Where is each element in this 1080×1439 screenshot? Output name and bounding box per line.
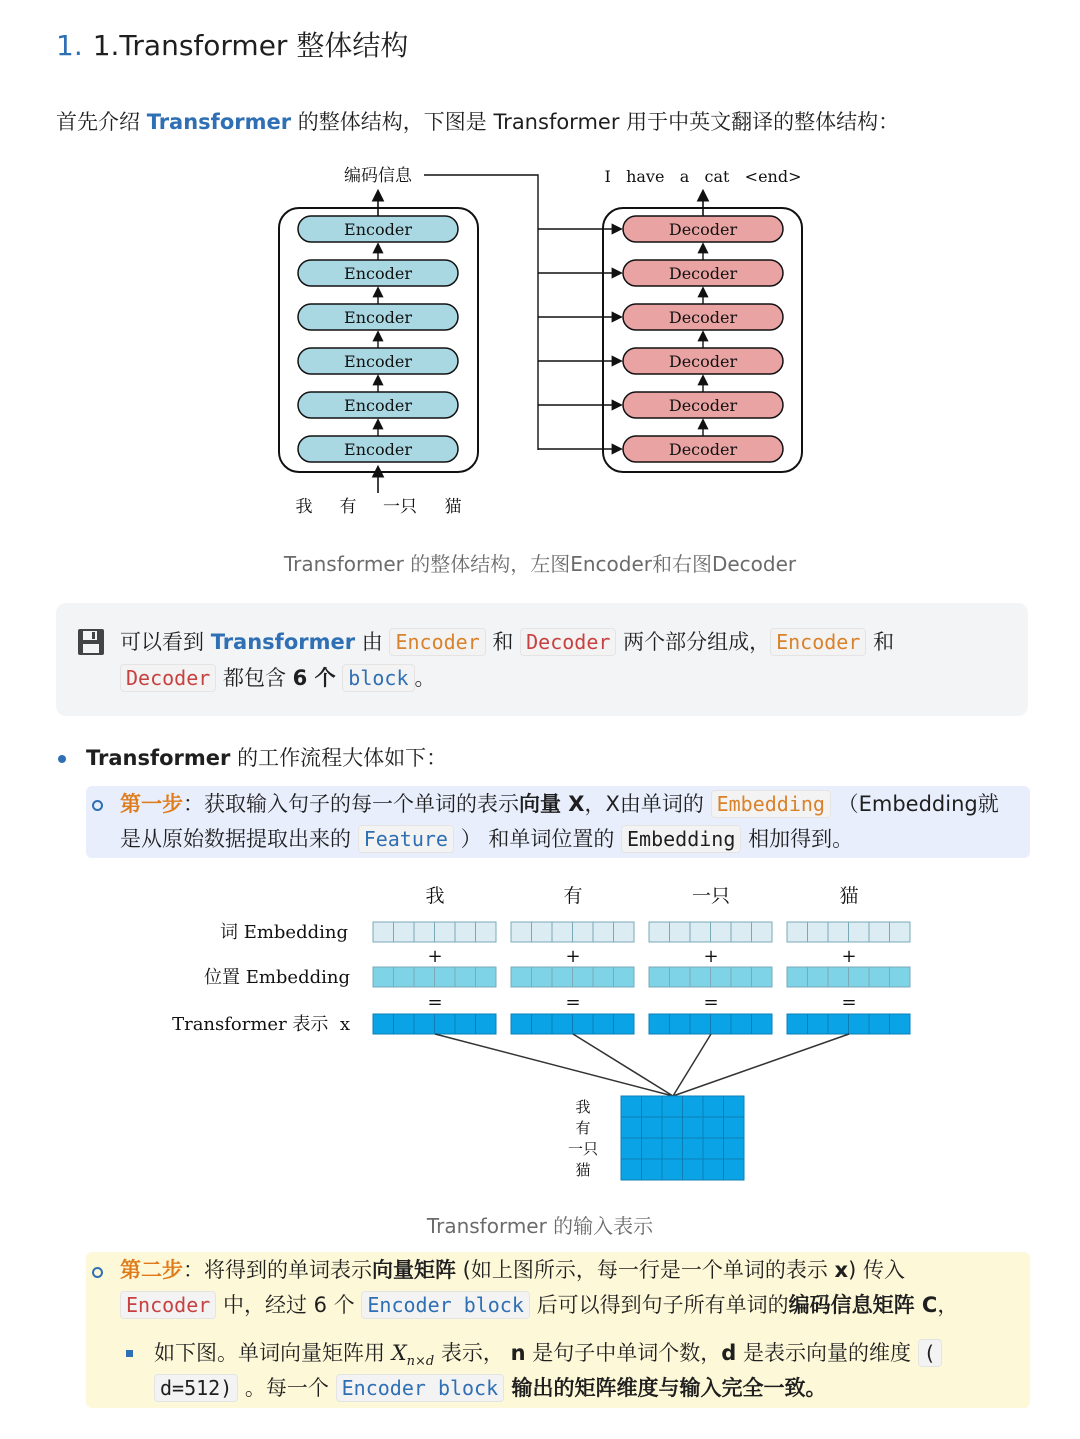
vector-cell xyxy=(869,967,890,987)
step2-text: ， xyxy=(937,1293,959,1317)
vector-cell xyxy=(435,1014,456,1034)
code-block: block xyxy=(342,664,414,692)
step2-sub-text: 是句子中单词个数， xyxy=(525,1341,722,1365)
code-feature: Feature xyxy=(358,825,454,853)
code-encoder: Encoder xyxy=(389,628,485,656)
vector-cell xyxy=(752,922,773,942)
vector-cell xyxy=(649,967,670,987)
matrix-cell xyxy=(703,1138,724,1159)
vector-cell xyxy=(573,967,594,987)
intro-highlight: Transformer xyxy=(146,110,292,134)
intro-paragraph xyxy=(56,105,899,139)
row-to-matrix-line xyxy=(573,1034,673,1096)
step2-label: 第二步 xyxy=(120,1258,183,1282)
code-embedding: Embedding xyxy=(711,790,831,818)
decoder-block-label: Decoder xyxy=(668,308,738,327)
vector-cell xyxy=(787,922,808,942)
vector-cell xyxy=(828,967,849,987)
input-representation-diagram xyxy=(0,870,1080,1200)
matrix-cell xyxy=(662,1138,683,1159)
equals-sign: = xyxy=(703,992,719,1013)
vector-cell xyxy=(593,1014,614,1034)
plus-sign: + xyxy=(703,946,719,967)
vector-cell xyxy=(731,967,752,987)
representation-vector xyxy=(511,1014,634,1034)
vector-cell xyxy=(752,1014,773,1034)
step1-text: （Embedding就 xyxy=(830,792,999,816)
column-word: 一只 xyxy=(691,885,731,907)
step1-line-2 xyxy=(120,822,853,856)
vector-cell xyxy=(476,922,497,942)
matrix-cell xyxy=(642,1138,663,1159)
step1-text: ） 和单词位置的 xyxy=(453,827,622,851)
note-callout xyxy=(56,603,1028,716)
matrix-cell xyxy=(662,1117,683,1138)
callout-text: 都包含 xyxy=(216,666,293,690)
vector-cell xyxy=(435,967,456,987)
representation-vector xyxy=(649,1014,772,1034)
vector-cell xyxy=(552,1014,573,1034)
vector-cell xyxy=(670,1014,691,1034)
vector-cell xyxy=(435,922,456,942)
callout-text: 可以看到 xyxy=(120,630,211,654)
vector-cell xyxy=(511,1014,532,1034)
figure1-caption: Transformer 的整体结构，左图Encoder和右图Decoder xyxy=(283,552,797,576)
decoder-block-label: Decoder xyxy=(668,352,738,371)
vector-cell xyxy=(373,1014,394,1034)
encoder-block-label: Encoder xyxy=(344,264,412,283)
code-decoder: Decoder xyxy=(520,628,616,656)
vector-cell xyxy=(787,967,808,987)
vector-cell xyxy=(455,922,476,942)
output-tokens: I have a cat <end> xyxy=(604,167,802,186)
step2-sub-text: 表示， xyxy=(434,1341,511,1365)
workflow-bold: Transformer xyxy=(86,746,231,770)
vector-cell xyxy=(552,967,573,987)
word-embedding-vector xyxy=(511,922,634,942)
callout-bold: 6 个 xyxy=(292,666,336,690)
vector-cell xyxy=(614,967,635,987)
step1-text: ：获取输入句子的每一个单词的表示 xyxy=(183,792,519,816)
equals-sign: = xyxy=(841,992,857,1013)
encoder-block-label: Encoder xyxy=(344,220,412,239)
word-embedding-vector xyxy=(373,922,496,942)
transformer-architecture-diagram xyxy=(0,150,1080,530)
step2-text: 中，经过 6 个 xyxy=(216,1293,362,1317)
matrix-cell xyxy=(703,1159,724,1180)
row-label-word-embedding: 词 Embedding xyxy=(219,922,348,943)
vector-cell xyxy=(869,1014,890,1034)
step2-bold: 向量矩阵 xyxy=(372,1258,456,1282)
vector-cell xyxy=(849,1014,870,1034)
vector-cell xyxy=(849,922,870,942)
floppy-disk-icon xyxy=(76,627,106,657)
vector-cell xyxy=(890,922,911,942)
decoder-block-label: Decoder xyxy=(668,440,738,459)
step1-text: ，X由单词的 xyxy=(584,792,711,816)
vector-cell xyxy=(828,922,849,942)
vector-cell xyxy=(455,967,476,987)
matrix-row-label: 猫 xyxy=(575,1161,591,1179)
heading-title: 1.Transformer 整体结构 xyxy=(92,29,409,62)
decoder-block-label: Decoder xyxy=(668,220,738,239)
vector-cell xyxy=(414,1014,435,1034)
vector-cell xyxy=(532,967,553,987)
row-to-matrix-line xyxy=(673,1034,711,1096)
matrix-cell xyxy=(683,1159,704,1180)
step2-line-1 xyxy=(120,1253,905,1287)
vector-cell xyxy=(394,1014,415,1034)
vector-cell xyxy=(890,1014,911,1034)
matrix-row-label: 我 xyxy=(575,1098,591,1116)
row-to-matrix-line xyxy=(435,1034,673,1096)
callout-text: 和 xyxy=(866,630,895,654)
step2-sub-bold: 输出的矩阵维度与输入完全一致。 xyxy=(504,1376,827,1400)
matrix-cell xyxy=(621,1117,642,1138)
code-paren: ( xyxy=(918,1339,942,1367)
section-heading xyxy=(56,24,408,64)
figure2-caption: Transformer 的输入表示 xyxy=(426,1214,654,1238)
matrix-row-label: 一只 xyxy=(567,1140,599,1158)
vector-cell xyxy=(690,1014,711,1034)
input-token-4: 猫 xyxy=(444,497,462,517)
vector-cell xyxy=(573,1014,594,1034)
vector-cell xyxy=(649,1014,670,1034)
step2-sub-text: 是表示向量的维度 xyxy=(736,1341,918,1365)
column-word: 猫 xyxy=(839,885,859,907)
position-embedding-vector xyxy=(649,967,772,987)
vector-cell xyxy=(373,922,394,942)
word-embedding-vector xyxy=(787,922,910,942)
vector-cell xyxy=(511,922,532,942)
decoder-block-label: Decoder xyxy=(668,396,738,415)
step2-bold: 编码信息矩阵 C xyxy=(788,1293,938,1317)
encoder-block-label: Encoder xyxy=(344,440,412,459)
vector-cell xyxy=(614,922,635,942)
workflow-title xyxy=(86,741,447,775)
code-embedding: Embedding xyxy=(621,825,741,853)
matrix-cell xyxy=(724,1159,745,1180)
matrix-cell xyxy=(724,1117,745,1138)
matrix-cell xyxy=(642,1117,663,1138)
code-encoder: Encoder xyxy=(120,1291,216,1319)
vector-cell xyxy=(394,967,415,987)
sub-bullet-ring xyxy=(92,800,103,811)
matrix-cell xyxy=(662,1096,683,1117)
vector-cell xyxy=(532,1014,553,1034)
vector-cell xyxy=(593,922,614,942)
step2-text: (如上图所示，每一行是一个单词的表示 xyxy=(456,1258,835,1282)
vector-cell xyxy=(711,922,732,942)
matrix-cell xyxy=(703,1096,724,1117)
vector-cell xyxy=(808,967,829,987)
code-encoder: Encoder xyxy=(770,628,866,656)
step1-label: 第一步 xyxy=(120,792,183,816)
representation-vector xyxy=(787,1014,910,1034)
column-word: 有 xyxy=(563,885,583,907)
step2-sub-text: 如下图。单词向量矩阵用 xyxy=(154,1341,392,1365)
math-symbol: X xyxy=(391,1341,407,1365)
step1-text: 相加得到。 xyxy=(741,827,854,851)
callout-highlight: Transformer xyxy=(210,630,356,654)
matrix-cell xyxy=(724,1138,745,1159)
vector-cell xyxy=(614,1014,635,1034)
input-token-2: 有 xyxy=(339,497,357,517)
vector-cell xyxy=(476,1014,497,1034)
callout-line-2 xyxy=(120,661,436,695)
matrix-cell xyxy=(662,1159,683,1180)
plus-sign: + xyxy=(427,946,443,967)
word-embedding-vector xyxy=(649,922,772,942)
vector-cell xyxy=(394,922,415,942)
vector-cell xyxy=(828,1014,849,1034)
step2-sub-bold: d xyxy=(721,1341,737,1365)
vector-cell xyxy=(414,967,435,987)
vector-cell xyxy=(670,967,691,987)
vector-cell xyxy=(649,922,670,942)
decoder-block-label: Decoder xyxy=(668,264,738,283)
vector-cell xyxy=(752,967,773,987)
vector-cell xyxy=(690,967,711,987)
vector-cell xyxy=(593,967,614,987)
input-token-1: 我 xyxy=(295,497,313,517)
representation-vector xyxy=(373,1014,496,1034)
vector-cell xyxy=(476,967,497,987)
vector-cell xyxy=(808,1014,829,1034)
step2-sub-bold: n xyxy=(510,1341,526,1365)
vector-cell xyxy=(511,967,532,987)
position-embedding-vector xyxy=(373,967,496,987)
math-subscript: n×d xyxy=(406,1354,435,1370)
position-embedding-vector xyxy=(787,967,910,987)
matrix-cell xyxy=(683,1096,704,1117)
code-d512: d=512) xyxy=(154,1374,238,1402)
matrix-cell xyxy=(642,1159,663,1180)
vector-cell xyxy=(711,1014,732,1034)
vector-cell xyxy=(890,967,911,987)
matrix-cell xyxy=(703,1117,724,1138)
step2-text: ) 传入 xyxy=(848,1258,905,1282)
encoder-block-label: Encoder xyxy=(344,308,412,327)
vector-cell xyxy=(731,922,752,942)
equals-sign: = xyxy=(565,992,581,1013)
bullet-dot xyxy=(58,755,66,763)
code-encoder-block: Encoder block xyxy=(336,1374,505,1402)
vector-cell xyxy=(455,1014,476,1034)
sub-sub-bullet-square xyxy=(126,1350,133,1357)
step2-sub-text: 。每一个 xyxy=(238,1376,336,1400)
encoded-info-label: 编码信息 xyxy=(344,166,412,186)
intro-text-1: 首先介绍 xyxy=(56,110,147,134)
matrix-cell xyxy=(683,1117,704,1138)
workflow-text: 的工作流程大体如下： xyxy=(230,746,448,770)
matrix-cell xyxy=(642,1096,663,1117)
vector-cell xyxy=(787,1014,808,1034)
matrix-row-label: 有 xyxy=(575,1119,591,1137)
matrix-cell xyxy=(724,1096,745,1117)
plus-sign: + xyxy=(841,946,857,967)
heading-number: 1. xyxy=(56,29,83,62)
column-word: 我 xyxy=(425,885,445,907)
callout-text: 由 xyxy=(355,630,390,654)
code-encoder-block: Encoder block xyxy=(361,1291,530,1319)
vector-cell xyxy=(532,922,553,942)
vector-cell xyxy=(414,922,435,942)
matrix-cell xyxy=(621,1096,642,1117)
vector-cell xyxy=(552,922,573,942)
vector-cell xyxy=(573,922,594,942)
vector-cell xyxy=(808,922,829,942)
step2-sub-line-2 xyxy=(154,1371,826,1405)
input-token-3: 一只 xyxy=(383,497,417,517)
vector-cell xyxy=(711,967,732,987)
row-label-position-embedding: 位置 Embedding xyxy=(203,967,350,988)
matrix-cell xyxy=(683,1138,704,1159)
vector-cell xyxy=(373,967,394,987)
intro-text-2: 的整体结构，下图是 Transformer 用于中英文翻译的整体结构： xyxy=(291,110,900,134)
row-label-transformer-x: Transformer 表示 x xyxy=(172,1014,350,1035)
callout-text: 两个部分组成， xyxy=(616,630,771,654)
callout-text: 。 xyxy=(414,666,436,690)
step1-text: 是从原始数据提取出来的 xyxy=(120,827,358,851)
position-embedding-vector xyxy=(511,967,634,987)
code-decoder: Decoder xyxy=(120,664,216,692)
encoder-block-label: Encoder xyxy=(344,352,412,371)
vector-cell xyxy=(849,967,870,987)
math-x xyxy=(391,1341,435,1370)
vector-cell xyxy=(869,922,890,942)
plus-sign: + xyxy=(565,946,581,967)
encoder-block-label: Encoder xyxy=(344,396,412,415)
vector-cell xyxy=(731,1014,752,1034)
step2-text: ：将得到的单词表示 xyxy=(183,1258,372,1282)
step1-bold: 向量 X xyxy=(519,792,585,816)
matrix-cell xyxy=(621,1159,642,1180)
callout-line-1 xyxy=(120,625,894,659)
matrix-cell xyxy=(621,1138,642,1159)
vector-cell xyxy=(670,922,691,942)
equals-sign: = xyxy=(427,992,443,1013)
vector-cell xyxy=(690,922,711,942)
step2-line-2 xyxy=(120,1288,958,1322)
step2-bold: x xyxy=(834,1258,849,1282)
callout-text: 和 xyxy=(485,630,521,654)
step2-text: 后可以得到句子所有单词的 xyxy=(529,1293,789,1317)
sub-bullet-ring xyxy=(92,1267,103,1278)
row-to-matrix-line xyxy=(673,1034,849,1096)
step1-line-1 xyxy=(120,787,999,821)
